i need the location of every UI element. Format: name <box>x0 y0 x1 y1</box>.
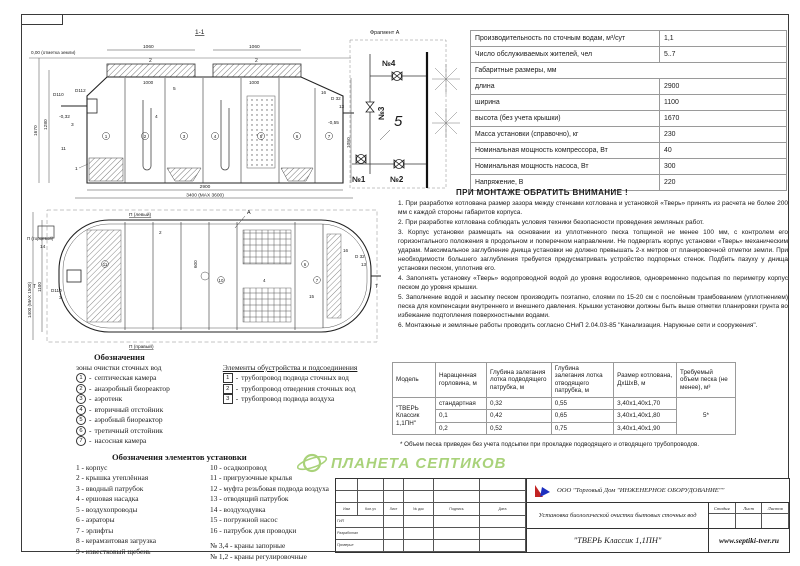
inlet-diameter-label: D110 <box>53 92 64 97</box>
zone-number-badge: 6 <box>76 426 86 436</box>
element-item: 1 - корпус <box>76 462 108 472</box>
plan-label-top: П (левый) <box>129 213 152 218</box>
element-item: 9 - известковый щебень <box>76 546 151 556</box>
svg-text:3: 3 <box>182 134 186 139</box>
dim-3400: 3400 (MAX 3600) <box>186 193 224 199</box>
svg-text:5: 5 <box>259 134 263 139</box>
note-paragraph: 2. При разработке котлована соблюдать условия техники безопасности проведения земляных работ. <box>398 219 704 227</box>
inlet-level-label: -0,32 <box>59 115 70 120</box>
watermark-text: ПЛАНЕТА СЕПТИКОВ <box>331 454 507 472</box>
zone-number-badge: 7 <box>76 436 86 446</box>
plan-outlet-diameter: D 32 <box>355 254 365 259</box>
section-label: 1-1 <box>195 29 205 36</box>
element-item: 13 - отводящий патрубок <box>210 494 289 504</box>
notes-title: ПРИ МОНТАЖЕ ОБРАТИТЬ ВНИМАНИЕ ! <box>456 188 629 197</box>
zone-label: септическая камера <box>94 373 157 382</box>
callout-11: 11 <box>61 147 66 152</box>
zone-item: 2 - анаэробный биореактор <box>76 384 215 395</box>
product-name: "ТВЕРЬ Классик 1,1ПН" <box>527 529 709 552</box>
legend-title: Обозначения <box>94 352 145 362</box>
dim-1050: 1050 <box>347 137 352 148</box>
zone-number-badge: 3 <box>76 394 86 404</box>
plan-label-bottom: П (правый) <box>129 345 154 350</box>
elements-column-1 <box>76 463 204 563</box>
element-item: 3 - вводный патрубок <box>76 483 144 493</box>
svg-text:2: 2 <box>143 134 147 139</box>
plan-zone-6: 6 <box>303 262 307 267</box>
model-name-cell: "ТВЕРЬ Классик 1,1ПН" <box>393 397 436 434</box>
zone-item: 1 - септическая камера <box>76 373 215 384</box>
svg-text:1: 1 <box>104 134 108 139</box>
element-item: 2 - крышка утеплённая <box>76 473 149 483</box>
element-item: 8 - керамзитовая загрузка <box>76 536 157 546</box>
revision-grid: Изм Кол.уч Лист № док Подпись Дата ГИП Разработал Проверил <box>336 479 527 552</box>
zone-number-badge: 2 <box>76 384 86 394</box>
zone-item: 3 - аэротенк <box>76 394 215 405</box>
callout-1: 1 <box>75 167 78 172</box>
fragment-label: Фрагмент А <box>370 30 400 36</box>
zone-item: 4 - вторичный отстойник <box>76 405 215 416</box>
infra-label: трубопровод отведения сточных вод <box>241 383 356 393</box>
plan-zone-10: 10 <box>218 278 224 283</box>
infra-number-badge: 1 <box>223 373 233 383</box>
fragment-callout-5: 5 <box>394 113 403 130</box>
plan-callout-16: 16 <box>343 248 349 253</box>
zone-label: вторичный отстойник <box>94 404 164 414</box>
stage-columns: Стадия Лист Листов <box>709 503 789 528</box>
table-row: 0,2 0,52 0,75 3,40х1,40х1,90 <box>393 422 736 434</box>
company-logo-icon <box>533 483 551 498</box>
valve-4-label: №4 <box>382 59 396 68</box>
element-item: 15 - погружной насос <box>210 515 278 525</box>
models-table <box>392 362 736 435</box>
svg-text:6: 6 <box>295 134 299 139</box>
valve-1-label: №1 <box>352 175 366 184</box>
infra-item: 2 - трубопровод отведения сточных вод <box>223 384 390 395</box>
infra-label: трубопровод подвода воздуха <box>241 394 335 404</box>
callout-4: 4 <box>155 115 158 120</box>
element-item: 5 - воздухопроводы <box>76 504 138 514</box>
callout-cover-left: 2 <box>149 58 152 64</box>
note-paragraph: 4. Заполнять установку «Тверь» водопроводной водой до уровня водосливов, одновременно подсыпая по периметру корпус песком до уровня крышки. <box>398 275 788 291</box>
dim-1670: 1670 <box>34 125 39 136</box>
notes-list <box>398 200 788 331</box>
inlet-diameter2-label: D112 <box>75 88 86 93</box>
table-header-row: Модель Наращенная горловина, м Глубина залегания лотка подводящего патрубка, м Глубина залегания лотка отводящего патрубка, м Размер котлована, ДхШхВ, м Требуемый объем песка (не менее), м³ <box>393 363 736 398</box>
infra-list <box>223 373 390 405</box>
plan-label-left: П (торцевой) <box>27 236 54 241</box>
infra-number-badge: 3 <box>223 394 233 404</box>
drawing-description: Установка биологической очистки бытовых сточных вод <box>527 503 709 528</box>
plan-dim-1400: 1400 (MAX 1500) <box>27 281 32 318</box>
plan-zone-11: 11 <box>102 262 108 267</box>
zone-item: 7 - насосная камера <box>76 436 215 447</box>
dim-2900: 2900 <box>199 185 211 190</box>
zone-numbers <box>102 132 332 139</box>
company-name: ООО "Торговый Дом "ИНЖЕНЕРНОЕ ОБОРУДОВАНИЕ"" <box>557 487 725 494</box>
zones-title: зоны очистки сточных вод <box>76 363 162 372</box>
zone-item: 6 - третичный отстойник <box>76 426 215 437</box>
plan-zone-7: 7 <box>315 278 319 283</box>
callout-cover-right: 2 <box>255 58 258 64</box>
blower-callout: 14 <box>40 245 46 250</box>
zones-column <box>76 363 215 447</box>
zone-label: насосная камера <box>94 436 147 446</box>
element-item: 16 - патрубок для проводки <box>210 525 297 535</box>
dim-1000-right: 1000 <box>249 80 260 85</box>
plan-cut-t-right: Т <box>375 284 379 290</box>
callout-3: 3 <box>71 123 74 128</box>
note-paragraph: 3. Корпус установки размещать на основании из уплотненного песка толщиной не менее 100 мм, с контролем его горизонтального положения в продольном и поперечном направлении. Не подвергать корпус установки «Тверь» механическим ударам. Максимальное заглубление днища установки не должно превышать 2-х метров от планировочной отметки земли. При необходимости большего заглубления требуется предусматривать устройство подпорных стенок. Подбить пазуху у днища установки песком, уплотнив его. <box>398 229 788 272</box>
table-row: Номинальная мощность насоса, Вт 300 <box>471 159 787 175</box>
sand-footnote: * Объем песка приведен без учета подсыпки при прокладке подводящего и отводящего трубопроводов. <box>400 440 700 448</box>
website-text: www.septiki-tver.ru <box>718 536 780 545</box>
valve-note-line: № 3,4 - краны запорные <box>210 541 286 551</box>
infra-title: Элементы обустройства и подсоединения <box>222 363 358 372</box>
table-row: ширина 1100 <box>471 95 787 111</box>
section-view-drawing <box>25 18 355 202</box>
note-paragraph: 5. Заполнение водой и засыпку песком производить поэтапно, слоями по 15-20 см с послойным трамбованием (уплотнением) песка для компенсации внутреннего и внешнего давления. Крышки установки должны быть выше отметки планировки грунта во избежание подтопления поверхностными водами. <box>398 294 788 319</box>
dim-1060-right: 1060 <box>249 45 260 50</box>
zone-label: анаэробный биореактор <box>94 383 170 393</box>
element-item: 7 - эрлифты <box>76 525 114 535</box>
element-item: 10 - осадкопровод <box>210 462 267 472</box>
element-item: 11 - пригрузочные крылья <box>210 473 293 483</box>
plan-callout-13: 13 <box>361 262 367 267</box>
table-row: Габаритные размеры, мм <box>471 63 787 79</box>
parameters-table <box>470 30 787 191</box>
table-row: длина 2900 <box>471 79 787 95</box>
plan-callout-3: 3 <box>59 295 62 300</box>
element-item: 14 - воздуходувка <box>210 504 266 514</box>
ground-level-label: 0,00 (отметка земли) <box>31 50 76 55</box>
mounting-notes <box>398 188 788 333</box>
plan-view-drawing <box>25 200 385 352</box>
infra-item: 1 - трубопровод подвода сточных вод <box>223 373 390 384</box>
valve-3-label: №3 <box>377 106 386 120</box>
company-row <box>527 479 789 503</box>
plan-section-a: А <box>247 210 251 216</box>
table-row: Производительность по сточным водам, м³/сут 1,1 <box>471 31 787 47</box>
infra-item: 3 - трубопровод подвода воздуха <box>223 394 390 405</box>
zone-label: третичный отстойник <box>94 425 163 435</box>
elements-title: Обозначения элементов установки <box>112 451 247 462</box>
zones-list <box>76 373 215 447</box>
zone-item: 5 - аэробный биореактор <box>76 415 215 426</box>
table-row: Номинальная мощность компрессора, Вт 40 <box>471 143 787 159</box>
valve-note-line: № 1,2 - краны регулировочные <box>210 551 307 561</box>
table-row: Напряжение, В 220 <box>471 175 787 191</box>
outlet-diameter-label: D 32 <box>331 96 341 101</box>
zone-number-badge: 1 <box>76 373 86 383</box>
element-item: 6 - аэраторы <box>76 515 115 525</box>
note-paragraph: 6. Монтажные и земляные работы проводить согласно СНиП 2.04.03-85 "Канализация. Наружные сети и сооружения". <box>398 322 758 330</box>
element-item: 12 - муфта резьбовая подвода воздуха <box>210 483 329 493</box>
callout-13: 13 <box>339 104 345 109</box>
zone-label: аэробный биореактор <box>94 415 163 425</box>
title-block <box>335 478 790 553</box>
infra-number-badge: 2 <box>223 384 233 394</box>
fragment-a-drawing <box>332 24 468 196</box>
note-paragraph: 1. При разработке котлована размер зазора между стенками котлована и установкой «Тверь» принять из расчета не более 200 мм с каждой стороны габаритов корпуса. <box>398 200 788 216</box>
callout-16: 16 <box>321 90 327 95</box>
table-row: Число обслуживаемых жителей, чел 5..7 <box>471 47 787 63</box>
plan-cut-t-left: Т <box>33 284 37 290</box>
table-row: 0,1 0,42 0,65 3,40х1,40х1,80 <box>393 410 736 422</box>
svg-text:4: 4 <box>213 134 217 139</box>
plan-dim-1100: 1100 <box>37 282 42 292</box>
callout-5: 5 <box>173 87 176 92</box>
zone-number-badge: 4 <box>76 405 86 415</box>
zone-number-badge: 5 <box>76 415 86 425</box>
plan-callout-15: 15 <box>309 294 315 299</box>
infra-label: трубопровод подвода сточных вод <box>241 373 349 382</box>
dim-1060-left: 1060 <box>143 45 154 50</box>
plan-inlet-diameter: D110 <box>51 288 62 293</box>
dim-1280: 1280 <box>44 119 49 130</box>
dim-1000-left: 1000 <box>143 80 154 85</box>
svg-text:7: 7 <box>327 134 331 139</box>
table-row: высота (без учета крышки) 1670 <box>471 111 787 127</box>
plan-dim-600: 600 <box>193 260 198 268</box>
plan-callout-4: 4 <box>263 278 266 283</box>
valve-2-label: №2 <box>390 175 404 184</box>
table-row: Масса установки (справочно), кг 230 <box>471 127 787 143</box>
infra-column <box>223 363 390 447</box>
outlet-level-label: -0,55 <box>328 121 339 126</box>
element-item: 4 - ершовая насадка <box>76 494 139 504</box>
zone-label: аэротенк <box>94 394 123 404</box>
table-row: "ТВЕРЬ Классик 1,1ПН" стандартная 0,32 0,55 3,40х1,40х1,70 5* <box>393 397 736 409</box>
plan-callout-2: 2 <box>159 230 162 235</box>
sand-volume-cell: 5* <box>677 397 736 434</box>
